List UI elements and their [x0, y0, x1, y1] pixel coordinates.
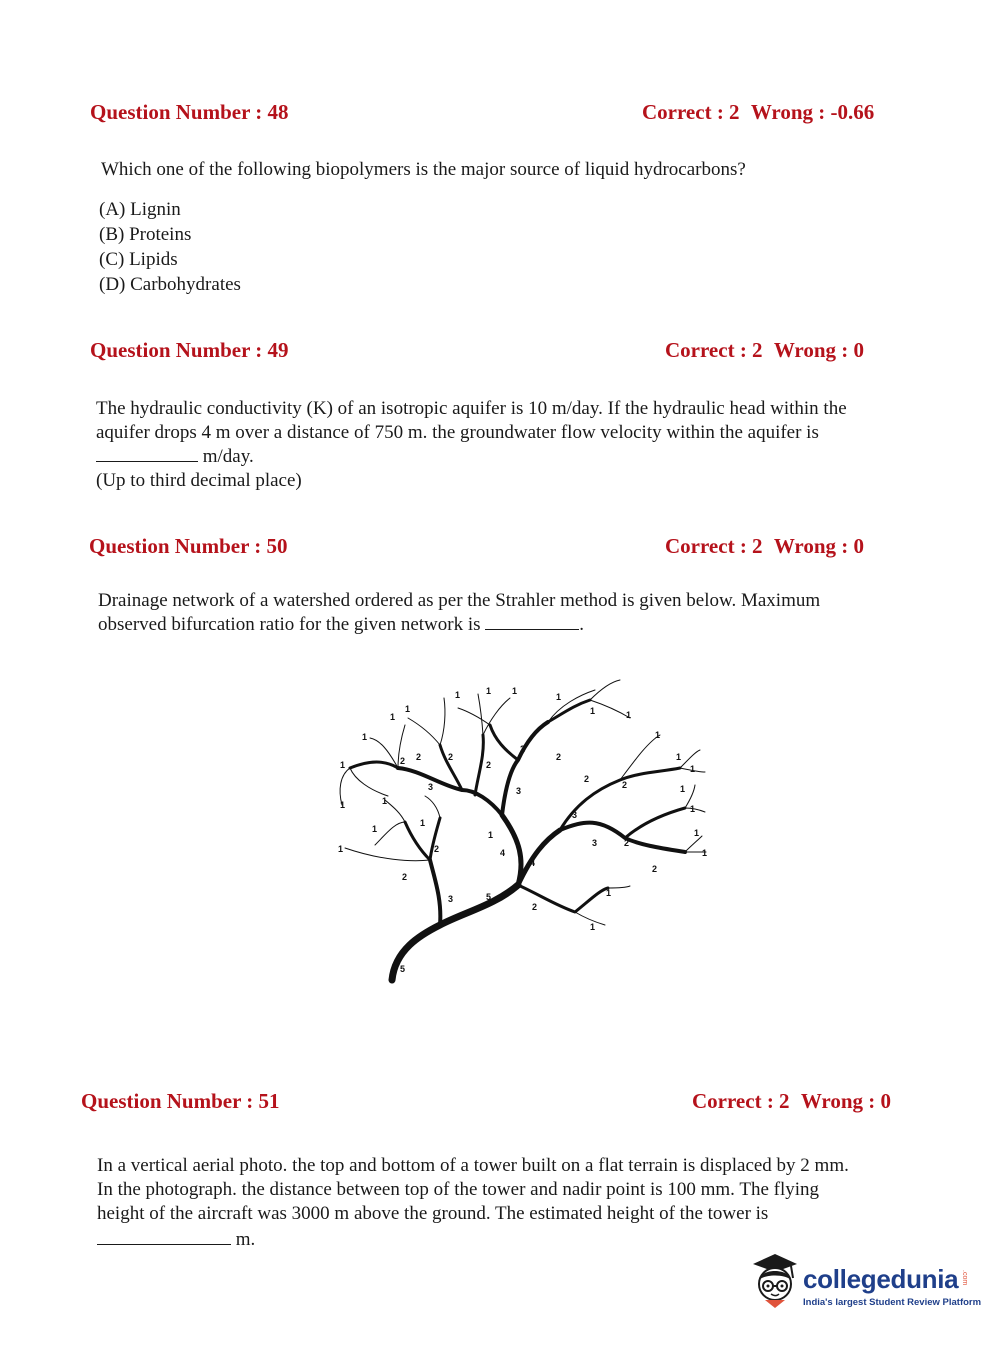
- order-label-3: 3: [572, 810, 578, 820]
- stream-order-1: [608, 886, 630, 888]
- question-49-line-1: The hydraulic conductivity (K) of an isotropic aquifer is 10 m/day. If the hydraulic head within the: [96, 398, 847, 419]
- stream-order-3: [398, 768, 502, 815]
- order-label-1: 1: [590, 922, 596, 932]
- brand-name: collegedunia: [803, 1264, 959, 1294]
- correct-marks: Correct : 2: [642, 100, 740, 124]
- correct-marks: Correct : 2: [692, 1089, 790, 1113]
- stream-order-1: [440, 698, 445, 745]
- correct-marks: Correct : 2: [665, 534, 763, 558]
- stream-order-1: [425, 796, 440, 818]
- order-label-1: 1: [512, 686, 518, 696]
- order-label-1: 1: [382, 796, 388, 806]
- order-label-2: 2: [416, 752, 422, 762]
- order-label-5: 5: [400, 964, 406, 974]
- order-label-1: 1: [455, 690, 461, 700]
- question-48-text: Which one of the following biopolymers is the major source of liquid hydrocarbons?: [101, 159, 746, 180]
- option-d: (D) Carbohydrates: [99, 274, 241, 295]
- brand-suffix: .com: [961, 1270, 968, 1286]
- question-51-line-3: height of the aircraft was 3000 m above the ground. The estimated height of the tower is: [97, 1203, 769, 1224]
- question-50-line-2-text: observed bifurcation ratio for the given network is: [98, 614, 481, 635]
- question-49-line-2: aquifer drops 4 m over a distance of 750 m. the groundwater flow velocity within the aquifer is: [96, 422, 819, 443]
- answer-unit: m.: [235, 1229, 256, 1250]
- stream-order-1: [590, 700, 630, 718]
- order-label-2: 2: [400, 756, 406, 766]
- stream-order-2: [405, 822, 430, 860]
- order-label-2: 2: [652, 864, 658, 874]
- question-48-number: Question Number : 48: [90, 100, 289, 124]
- question-51-text: [97, 1154, 849, 1252]
- order-label-1: 1: [390, 712, 396, 722]
- order-label-2: 2: [556, 752, 562, 762]
- stream-order-1: [478, 694, 483, 735]
- order-label-2: 2: [584, 774, 590, 784]
- order-label-1: 1: [676, 752, 682, 762]
- order-label-1: 1: [362, 732, 368, 742]
- question-51-number: Question Number : 51: [81, 1089, 280, 1113]
- wrong-marks: Wrong : 0: [773, 338, 865, 362]
- order-label-3: 3: [428, 782, 434, 792]
- stream-order-2: [625, 808, 685, 838]
- order-label-1: 1: [556, 692, 562, 702]
- order-label-2: 2: [448, 752, 454, 762]
- order-label-1: 1: [702, 848, 708, 858]
- order-label-2: 2: [532, 902, 538, 912]
- answer-blank: [97, 1228, 231, 1245]
- stream-order-2: [475, 735, 483, 795]
- stream-order-2: [350, 762, 398, 768]
- stream-order-2: [490, 725, 518, 760]
- order-label-2: 2: [622, 780, 628, 790]
- question-49-number: Question Number : 49: [90, 338, 289, 362]
- order-label-1: 1: [606, 888, 612, 898]
- option-a: (A) Lignin: [99, 199, 181, 220]
- stream-order-3: [430, 860, 440, 925]
- question-51-answer-line: [97, 1228, 849, 1252]
- order-label-1: 1: [655, 730, 661, 740]
- order-label-1: 1: [488, 830, 494, 840]
- order-label-4: 4: [530, 858, 536, 868]
- option-b: (B) Proteins: [99, 224, 192, 245]
- order-label-5: 5: [486, 892, 492, 902]
- order-label-1: 1: [680, 784, 686, 794]
- answer-unit: m/day.: [202, 446, 254, 467]
- option-c: (C) Lipids: [99, 249, 178, 270]
- question-50-end: .: [579, 614, 585, 635]
- order-label-1: 1: [694, 828, 700, 838]
- question-50-number: Question Number : 50: [89, 534, 288, 558]
- order-label-2: 2: [402, 872, 408, 882]
- order-label-2: 2: [486, 760, 492, 770]
- order-label-1: 1: [340, 760, 346, 770]
- question-51-marks: [692, 1089, 891, 1114]
- order-label-1: 1: [340, 800, 346, 810]
- stream-order-3: [502, 722, 548, 815]
- order-label-2: 2: [520, 744, 526, 754]
- order-label-2: 2: [434, 844, 440, 854]
- order-label-1: 1: [420, 818, 426, 828]
- stream-order-4-b: [518, 830, 560, 885]
- order-label-1: 1: [405, 704, 411, 714]
- stream-order-1: [345, 848, 430, 861]
- stream-order-1: [685, 836, 702, 852]
- wrong-marks: Wrong : 0: [773, 534, 865, 558]
- question-50-line-1: Drainage network of a watershed ordered as per the Strahler method is given below. Maximum: [98, 590, 821, 611]
- order-label-1: 1: [372, 824, 378, 834]
- order-label-3: 3: [448, 894, 454, 904]
- stream-order-1: [483, 698, 510, 735]
- question-49-note: (Up to third decimal place): [96, 470, 302, 491]
- order-label-4: 4: [500, 848, 506, 858]
- stream-order-2: [560, 768, 680, 830]
- stream-order-1: [385, 800, 405, 822]
- correct-marks: Correct : 2: [665, 338, 763, 362]
- order-label-1: 1: [486, 686, 492, 696]
- wrong-marks: Wrong : -0.66: [750, 100, 875, 124]
- order-label-1: 1: [626, 710, 632, 720]
- stream-order-1: [375, 822, 405, 845]
- order-label-3: 3: [592, 838, 598, 848]
- stream-order-1: [350, 768, 388, 796]
- question-51-line-1: In a vertical aerial photo. the top and bottom of a tower built on a flat terrain is displaced by 2 mm.: [97, 1155, 849, 1176]
- order-label-1: 1: [338, 844, 344, 854]
- stream-order-3: [560, 823, 685, 852]
- stream-order-1: [458, 708, 490, 725]
- question-51-line-2: In the photograph. the distance between top of the tower and nadir point is 100 mm. The flying: [97, 1179, 820, 1200]
- order-label-1: 1: [690, 804, 696, 814]
- collegedunia-logo: [745, 1250, 982, 1322]
- wrong-marks: Wrong : 0: [800, 1089, 892, 1113]
- stream-order-5: [392, 885, 518, 980]
- brand-tagline: India's largest Student Review Platform: [803, 1297, 982, 1308]
- order-label-1: 1: [690, 764, 696, 774]
- mascot-icon: [745, 1250, 803, 1322]
- order-label-2: 2: [624, 838, 630, 848]
- stream-order-2: [548, 700, 590, 722]
- order-label-1: 1: [590, 706, 596, 716]
- order-label-3: 3: [516, 786, 522, 796]
- stream-order-1: [408, 718, 440, 745]
